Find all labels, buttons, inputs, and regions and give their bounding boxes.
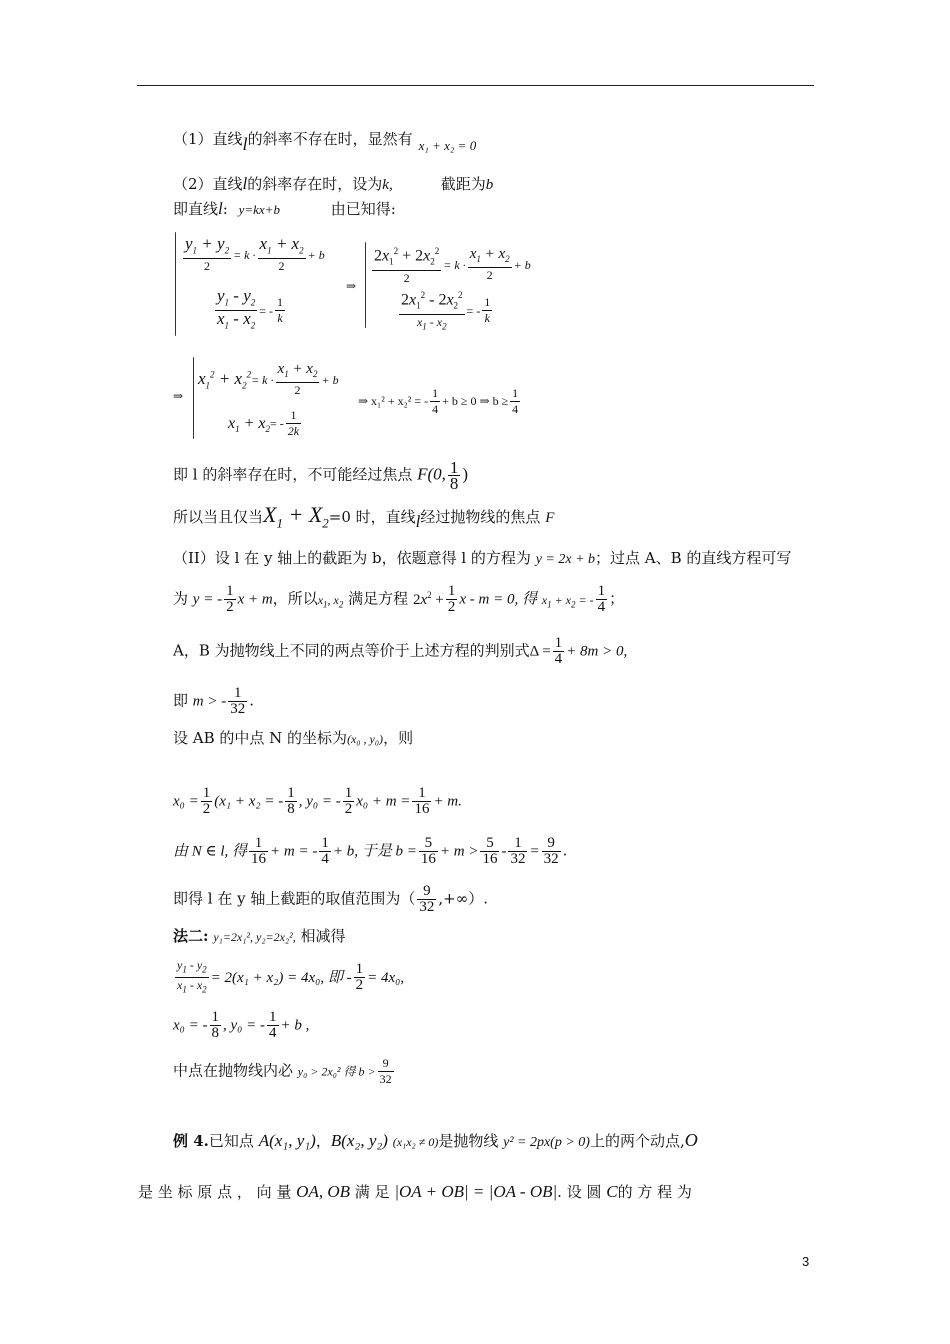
header-rule — [137, 85, 814, 86]
system-2-row-1: $\frac{2x_1^2 + 2x_2^2}{2}$ = k · $\frac{x_1 + x_2}{2}$ + b — [374, 245, 531, 285]
case-2-line: （2）直线l的斜率存在时，设为k, 截距为b — [173, 174, 494, 193]
system-1-brace — [175, 232, 176, 336]
method-2-row-1: $\frac{y_1 - y_2}{x_1 - x_2}$ = 2(x₁ + x₂) = 4x₀, 即 - $\frac{1}{2}$ = 4x₀, — [177, 958, 405, 995]
system-3-row-1: $x_1^2 + x_2^2= k$ · $\frac{x_1 + x_2}{2}$ + b — [198, 361, 339, 397]
system-1-row-1: $\frac{y_1 + y_2}{2}$ = k · $\frac{x_1 + x_2}{2}$ + b — [185, 234, 325, 274]
system-2-brace — [365, 242, 366, 328]
page-number: 3 — [802, 1254, 810, 1269]
example-4-line-2: 是 坐 标 原 点 ， 向 量 OA, OB 满 足 |OA + OB| = |OA - OB|. 设 圆 C的 方 程 为 — [138, 1182, 692, 1201]
part-2-line-3: A，B 为抛物线上不同的两点等价于上述方程的判别式Δ = $\frac{1}{4}$ + 8m > 0, — [173, 635, 628, 667]
part-2-line-4: 即 m > - $\frac{1}{32}$ . — [173, 685, 255, 717]
line-equation: 即直线l: y=kx+b 由已知得: — [173, 199, 396, 218]
system-2-row-2: $\frac{2x_1^2 - 2x_2^2}{x_1 - x_2}$ = - $\frac{1}{k}$ — [401, 290, 491, 331]
part-2-line-8: 即得 l 在 y 轴上截距的取值范围为（ $\frac{9}{32}$ ,+∞）. — [173, 883, 488, 915]
part-2-line-6: x₀ = $\frac{1}{2}$ (x₁ + x₂ = - $\frac{1}{8}$ , y₀ = - $\frac{1}{2}$ x₀ + m = $\frac{1}{16}$ + m. — [173, 785, 462, 817]
system-1-row-2: $\frac{y_1 - y_2}{x_1 - x_2}$ = - $\frac{1}{k}$ — [217, 286, 284, 331]
conclusion-2: 所以当且仅当$X_1 + X_2=0$ 时，直线l经过抛物线的焦点 F — [173, 502, 555, 531]
method-2-row-3: 中点在抛物线内必 y₀ > 2x₀² 得 b > $\frac{9}{32}$ — [173, 1056, 392, 1086]
system-3-result: ⇒ x₁² + x₂² = - $\frac{1}{4}$ + b ≥ 0 ⇒ b ≥ $\frac{1}{4}$ — [358, 386, 519, 416]
system-3-row-2: $x_1 + x_2=$ - $\frac{1}{2k}$ — [228, 408, 300, 438]
part-2-line-7: 由 N ∈ l, 得 $\frac{1}{16}$ + m = - $\frac{1}{4}$ + b, 于是 b = $\frac{5}{16}$ + m > $\frac{5}{16}$ - $\frac{1}{32}$ = $\frac{9}{32}$ . — [173, 835, 568, 867]
part-2-line-2: 为 y = - $\frac{1}{2}$ x + m，所以$x_1$, $x_2$ 满足方程 $2x^2$ + $\frac{1}{2}$ x - m = 0, 得 $x_1 + x_2$ = - $\frac{1}{4}$ ； — [173, 583, 625, 615]
example-4-line-1: 例 4.已知点 A(x₁, y₁)，B(x₂, y₂) (x₁x₂ ≠ 0)是抛物线 y² = 2px(p > 0)上的两个动点,O — [173, 1130, 698, 1150]
part-2-line-5: 设 AB 的中点 N 的坐标为(x₀ , y₀)，则 — [173, 729, 414, 747]
part-2-line-1: （II）设 l 在 y 轴上的截距为 b，依题意得 l 的方程为 y = 2x + b；过点 A、B 的直线方程可写 — [173, 549, 792, 567]
method-2-row-2: x₀ = - $\frac{1}{8}$ , y₀ = - $\frac{1}{4}$ + b , — [173, 1009, 310, 1041]
implies-arrow-1: ⇒ — [346, 279, 357, 293]
method-2-title: 法二: y₁=2x₁², y₂=2x₂², 相减得 — [173, 927, 346, 945]
conclusion-1: 即 l 的斜率存在时，不可能经过焦点 F(0, $\frac{1}{8}$ ) — [173, 458, 469, 493]
system-3-brace — [193, 357, 194, 439]
implies-arrow-2: ⇒ — [173, 389, 184, 403]
case-1-line: （1）直线l的斜率不存在时，显然有 x₁ + x₂ = 0 — [173, 130, 477, 154]
